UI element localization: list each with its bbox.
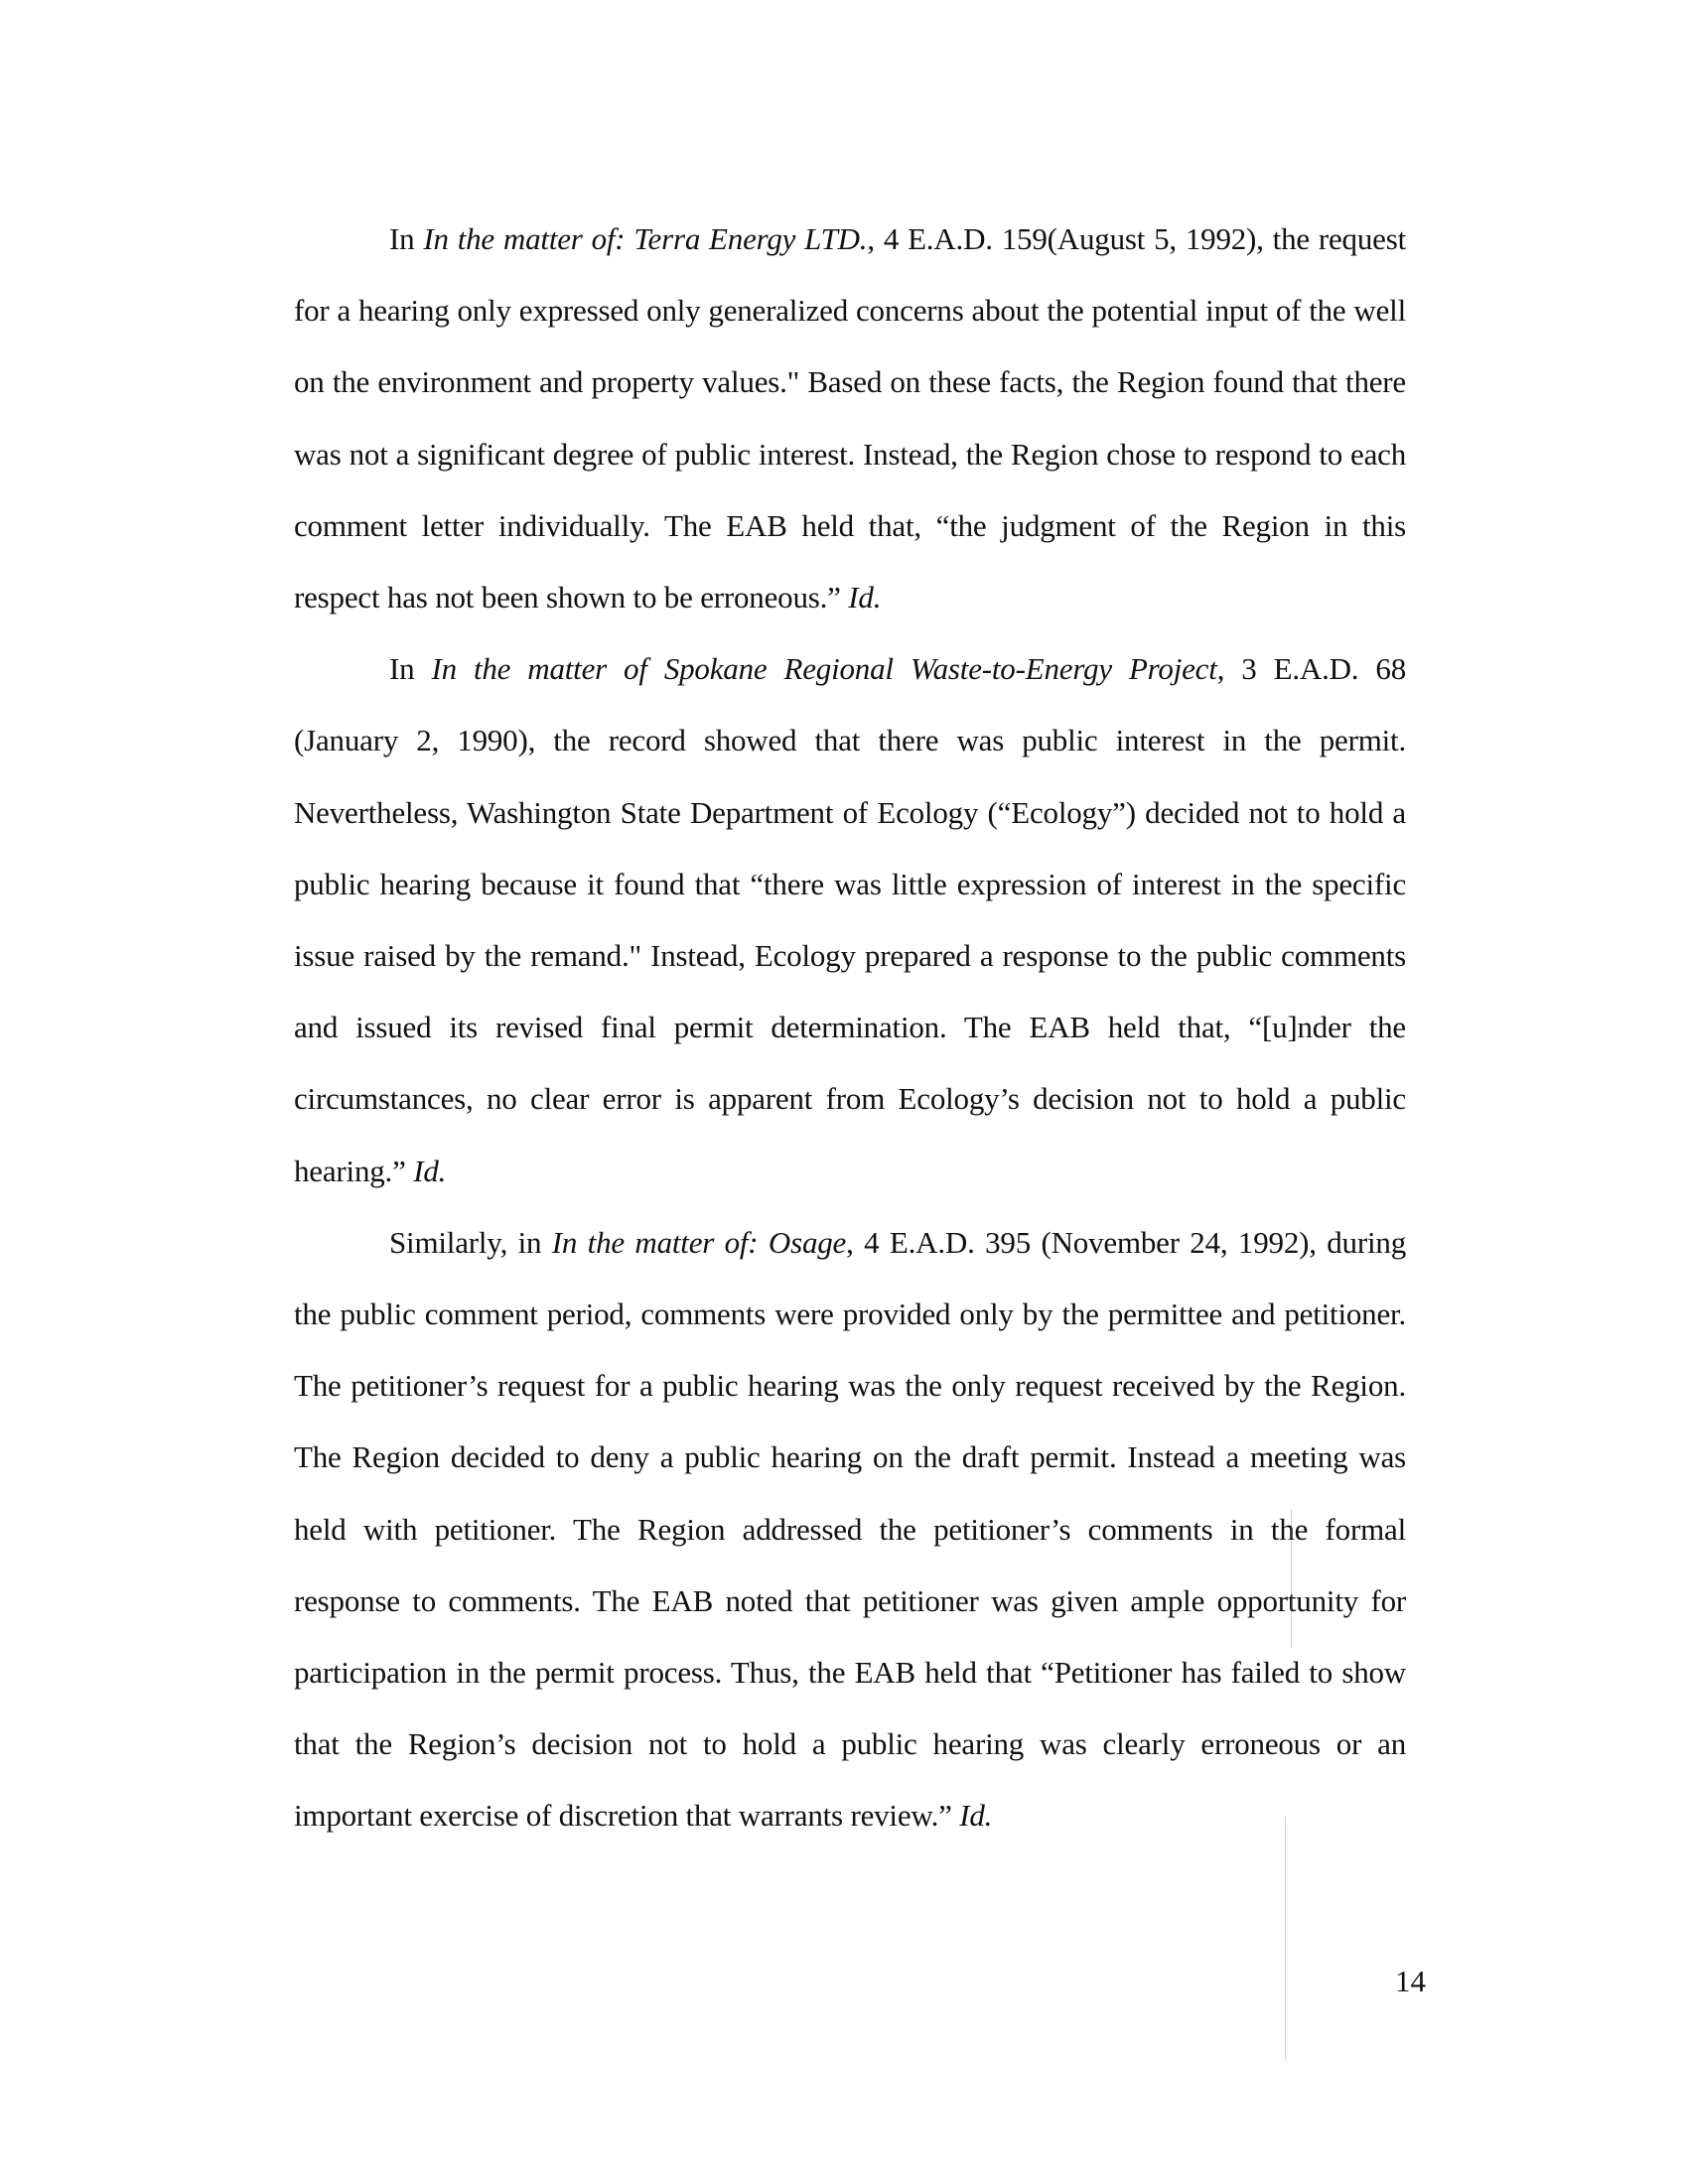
paragraph-terra-energy	[294, 204, 1406, 633]
paragraph-text: In	[389, 221, 424, 256]
case-citation-italic: In the matter of: Terra Energy LTD.	[423, 221, 868, 256]
paragraph-osage	[294, 1207, 1406, 1852]
page-number: 14	[1395, 1964, 1426, 1998]
paragraph-spokane	[294, 633, 1406, 1207]
scan-artifact-line	[1291, 1509, 1292, 1648]
paragraph-text: Similarly, in	[389, 1224, 552, 1260]
paragraph-text: 3 E.A.D. 68 (January 2, 1990), the record showed that there was public interest in the permit. Nevertheless, Washington State Department of Ecology (“Ecology”) decided not to hold a public hearing because it found that “there was little expression of interest in the specific issue raised by the remand." Instead, Ecology prepared a response to the public comments and issued its revised final permit determination. The EAB held that, “[u]nder the circumstances, no clear error is apparent from Ecology’s decision not to hold a public hearing.”	[294, 651, 1407, 1188]
case-citation-italic: Id.	[959, 1798, 993, 1834]
case-citation-italic: In the matter of Spokane Regional Waste-to-Energy Project,	[431, 651, 1225, 687]
case-citation-italic: In the matter of: Osage	[551, 1224, 847, 1260]
scan-artifact-line	[1285, 1817, 1286, 2060]
paragraph-text: , 4 E.A.D. 159(August 5, 1992), the request for a hearing only expressed only generalized concerns about the potential input of the well on the environment and property values." Based on these facts, the Region found that there was not a significant degree of public interest. Instead, the Region chose to respond to each comment letter individually. The EAB held that, “the judgment of the Region in this respect has not been shown to be erroneous.”	[294, 221, 1406, 615]
case-citation-italic: Id.	[848, 580, 882, 615]
paragraph-text: In	[389, 651, 432, 687]
body-text	[294, 204, 1406, 1852]
case-citation-italic: Id.	[413, 1153, 447, 1188]
paragraph-text: , 4 E.A.D. 395 (November 24, 1992), during the public comment period, comments were provided only by the permittee and petitioner. The petitioner’s request for a public hearing was the only request received by the Region. The Region decided to deny a public hearing on the draft permit. Instead a meeting was held with petitioner. The Region addressed the petitioner’s comments in the formal response to comments. The EAB noted that petitioner was given ample opportunity for participation in the permit process. Thus, the EAB held that “Petitioner has failed to show that the Region’s decision not to hold a public hearing was clearly erroneous or an important exercise of discretion that warrants review.”	[294, 1224, 1406, 1834]
